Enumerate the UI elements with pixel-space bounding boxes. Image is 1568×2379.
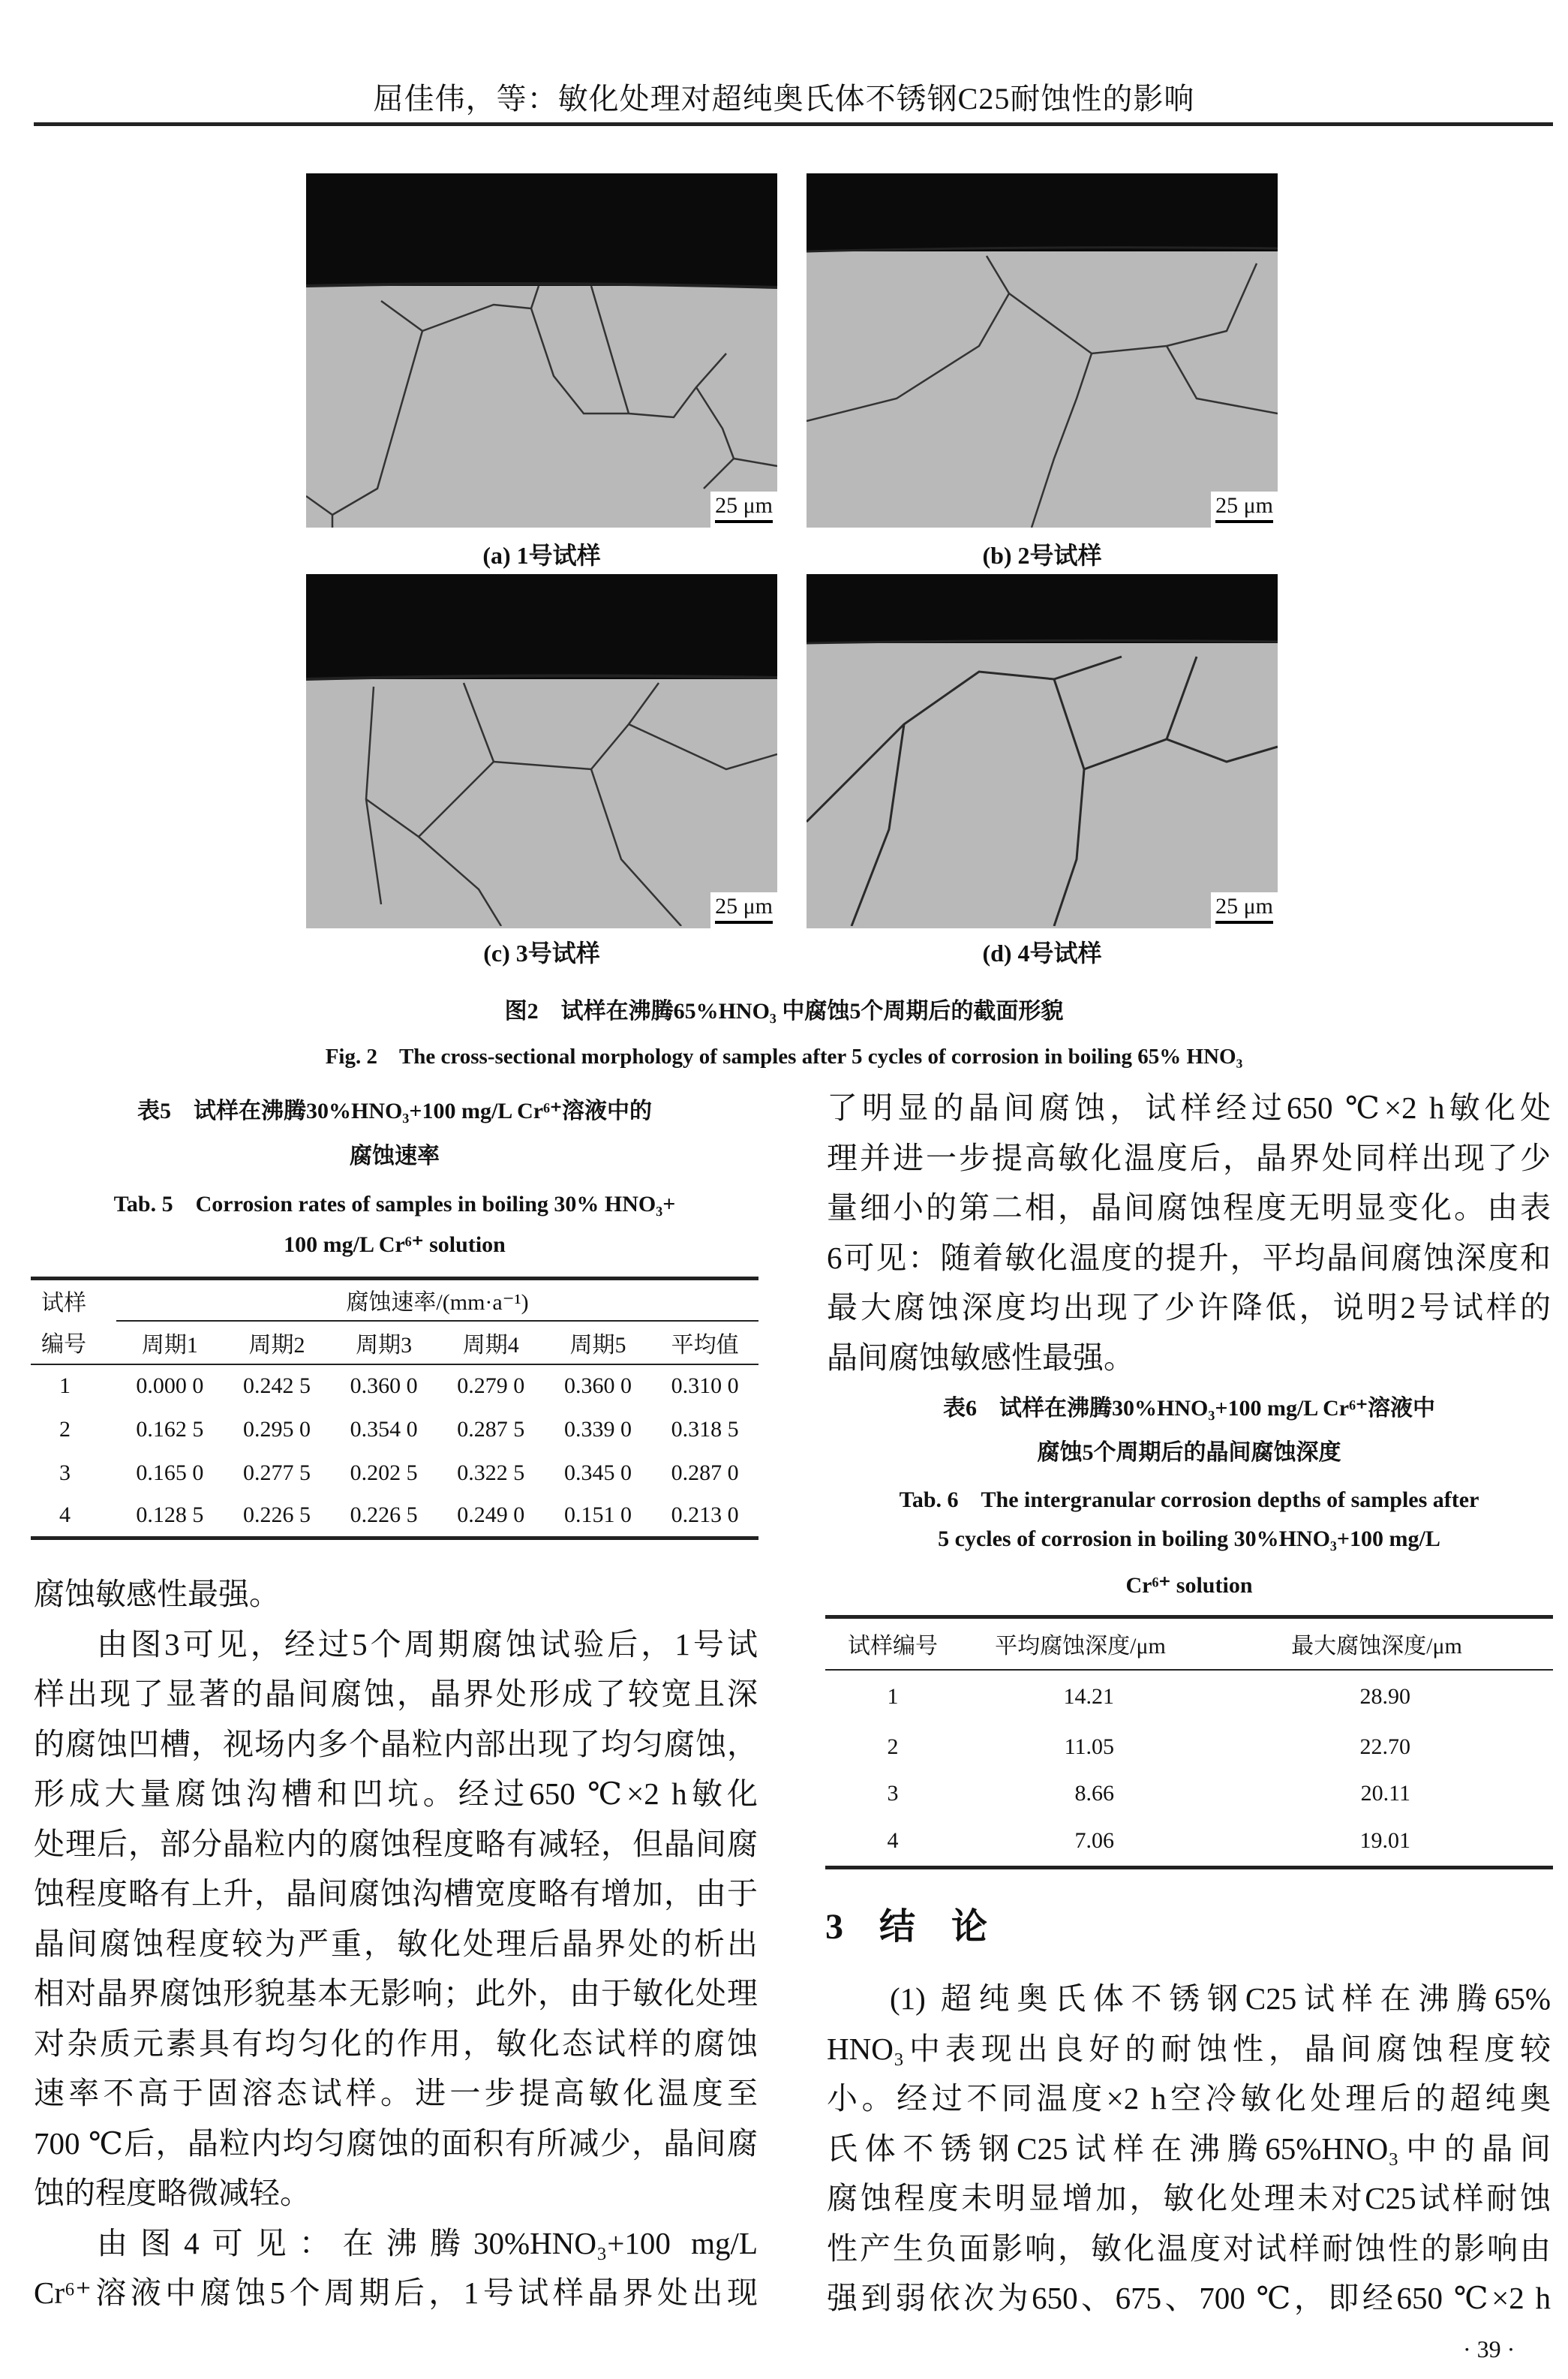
micrograph-d-image: [807, 574, 1278, 926]
table6-title-cn-1: 表6 试样在沸腾30%HNO₃+100 mg/L Cr⁶⁺溶液中: [943, 1396, 1435, 1421]
text-line: 700 ℃后，晶粒内均匀腐蚀的面积有所减少，晶间腐: [34, 2125, 758, 2161]
table-row: [825, 1817, 1553, 1868]
header-rule: [34, 122, 1553, 126]
scale-bar-c: [710, 892, 777, 928]
table6-header-row: [825, 1617, 1553, 1670]
micrograph-c-image: [306, 574, 777, 926]
table5-col-header: 周期3: [356, 1332, 413, 1358]
scale-bar-label: 25 μm: [1215, 894, 1273, 919]
table-cell: [960, 1770, 1200, 1817]
text-line: 蚀的程度略微减轻。: [34, 2176, 311, 2210]
table5-title-en-2: 100 mg/L Cr⁶⁺ solution: [284, 1232, 506, 1257]
table5-header-sample-2: 编号: [41, 1332, 86, 1357]
table5-title-cn-2: 腐蚀速率: [350, 1144, 440, 1168]
table5: [31, 1277, 758, 1540]
text-line: 样出现了显著的晶间腐蚀，晶界处形成了较宽且深: [34, 1677, 758, 1711]
sample-id-cell: 1: [59, 1373, 71, 1398]
table6-body: [825, 1670, 1553, 1868]
running-header: 屈佳伟，等：敏化处理对超纯奥氏体不锈钢C25耐蚀性的影响: [373, 82, 1195, 116]
text-line: 的腐蚀凹槽，视场内多个晶粒内部出现了均匀腐蚀，: [34, 1726, 758, 1761]
table6-title-cn-2: 腐蚀5个周期后的晶间腐蚀深度: [1037, 1440, 1341, 1465]
scale-bar-label: 25 μm: [715, 493, 773, 518]
table-cell: [1200, 1724, 1553, 1770]
scale-bar-a: [710, 492, 777, 528]
table-cell: [825, 1724, 960, 1770]
micrograph-c: [306, 574, 777, 928]
rate-cell: 0.287 0: [671, 1460, 739, 1485]
table-row: [31, 1451, 758, 1495]
rate-cell: 0.295 0: [242, 1416, 311, 1442]
text-line: 理并进一步提高敏化温度后，晶界处同样出现了少: [827, 1140, 1551, 1175]
rate-cell: 0.242 5: [242, 1373, 311, 1398]
text-line: 形成大量腐蚀沟槽和凹坑。经过650 ℃×2 h敏化: [34, 1776, 758, 1811]
table-cell: [960, 1670, 1200, 1724]
figure-caption-cn: 图2 试样在沸腾65%HNO₃ 中腐蚀5个周期后的截面形貌: [504, 999, 1064, 1024]
max-depth-value: 20.11: [1360, 1780, 1410, 1806]
text-line: 速率不高于固溶态试样。进一步提高敏化温度至: [34, 2076, 758, 2110]
table5-header-group: 腐蚀速率/(mm·a⁻¹): [116, 1279, 758, 1321]
text-line: 由图3可见，经过5个周期腐蚀试验后，1号试: [97, 1626, 758, 1662]
table6-col-header: 最大腐蚀深度/μm: [1291, 1634, 1462, 1659]
table-row: [31, 1495, 758, 1538]
avg-depth-value: 11.05: [1064, 1734, 1114, 1759]
table-cell: [825, 1770, 960, 1817]
rate-cell: 0.165 0: [136, 1460, 204, 1485]
table-cell: [1200, 1770, 1553, 1817]
text-line: 相对晶界腐蚀形貌基本无影响；此外，由于敏化处理: [34, 1976, 758, 2011]
sample-id-cell: 2: [59, 1416, 71, 1442]
right-column-text: [827, 1084, 1551, 1383]
micrograph-b-image: [807, 173, 1278, 528]
sample-id-cell: 1: [887, 1684, 899, 1709]
table6: [825, 1615, 1553, 1869]
micrograph-b: [807, 173, 1278, 528]
panel-label-a: (a) 1号试样: [482, 542, 601, 569]
text-line: 由图4可见：在沸腾30%HNO₃+100 mg/L: [97, 2225, 758, 2260]
table-cell: [1200, 1670, 1553, 1724]
text-line: 氏体不锈钢C25试样在沸腾65%HNO₃中的晶间: [827, 2131, 1551, 2166]
sample-id-cell: 3: [59, 1460, 71, 1485]
rate-cell: 0.000 0: [136, 1373, 204, 1398]
rate-cell: 0.318 5: [671, 1416, 739, 1442]
text-line: 小。经过不同温度×2 h空冷敏化处理后的超纯奥: [827, 2081, 1551, 2116]
panel-label-c: (c) 3号试样: [483, 940, 600, 967]
text-line: 处理后，部分晶粒内的腐蚀程度略有减轻，但晶间腐: [34, 1826, 758, 1861]
table-cell: [825, 1670, 960, 1724]
section-heading: 3 结 论: [825, 1907, 988, 1947]
table6-col-header: 平均腐蚀深度/μm: [995, 1634, 1166, 1659]
table-row: [31, 1408, 758, 1451]
conclusion-text: [827, 1974, 1551, 2324]
text-line: 强到弱依次为650、675、700 ℃，即经650 ℃×2 h: [827, 2281, 1551, 2315]
text-line: 了明显的晶间腐蚀，试样经过650 ℃×2 h敏化处: [827, 1090, 1551, 1125]
left-column-text: [34, 1569, 758, 2318]
table-row: [31, 1364, 758, 1408]
rate-cell: 0.354 0: [350, 1416, 418, 1442]
page-number: · 39 ·: [1463, 2335, 1515, 2362]
table6-col-header: 试样编号: [848, 1634, 938, 1659]
table-row: [825, 1670, 1553, 1724]
sample-id-cell: 4: [59, 1502, 71, 1528]
table5-title-en-1: Tab. 5 Corrosion rates of samples in boiling 30% HNO₃+: [113, 1192, 676, 1217]
avg-depth-value: 8.66: [1074, 1780, 1114, 1806]
text-line: Cr⁶⁺溶液中腐蚀5个周期后，1号试样晶界处出现: [34, 2275, 758, 2310]
figure-caption-en: Fig. 2 The cross-sectional morphology of samples after 5 cycles of corrosion in boiling 65% HNO₃: [325, 1045, 1243, 1069]
table-cell: [1200, 1817, 1553, 1868]
text-line: 6可见：随着敏化温度的提升，平均晶间腐蚀深度和: [827, 1240, 1551, 1275]
rate-cell: 0.277 5: [242, 1460, 311, 1485]
avg-depth-value: 7.06: [1074, 1828, 1114, 1854]
rate-cell: 0.310 0: [671, 1373, 739, 1398]
rate-cell: 0.339 0: [563, 1416, 632, 1442]
text-line: 晶间腐蚀程度较为严重，敏化处理后晶界处的析出: [34, 1926, 758, 1961]
rate-cell: 0.226 5: [350, 1502, 418, 1528]
rate-cell: 0.226 5: [242, 1502, 311, 1528]
table6-title-en-3: Cr⁶⁺ solution: [1125, 1573, 1253, 1598]
text-line: 对杂质元素具有均匀化的作用，敏化态试样的腐蚀: [34, 2026, 758, 2061]
rate-cell: 0.287 5: [457, 1416, 525, 1442]
rate-cell: 0.213 0: [671, 1502, 739, 1528]
table-row: [825, 1770, 1553, 1817]
table5-col-header: 周期4: [462, 1332, 519, 1358]
table5-col-header: 平均值: [671, 1332, 739, 1358]
text-line: 腐蚀程度未明显增加，敏化处理未对C25试样耐蚀: [827, 2181, 1551, 2215]
micrograph-a-image: [306, 173, 777, 528]
rate-cell: 0.128 5: [136, 1502, 204, 1528]
text-line: HNO₃中表现出良好的耐蚀性，晶间腐蚀程度较: [827, 2031, 1551, 2066]
rate-cell: 0.249 0: [457, 1502, 525, 1528]
rate-cell: 0.360 0: [350, 1373, 418, 1398]
scale-bar-d: [1211, 892, 1278, 928]
table-row: [825, 1724, 1553, 1770]
sample-id-cell: 4: [887, 1828, 899, 1854]
text-line: 腐蚀敏感性最强。: [34, 1577, 280, 1611]
table-cell: [960, 1724, 1200, 1770]
table5-col-header: 周期2: [248, 1332, 305, 1358]
sample-id-cell: 3: [887, 1780, 899, 1806]
max-depth-value: 19.01: [1359, 1828, 1410, 1854]
table6-title-en-2: 5 cycles of corrosion in boiling 30%HNO₃+100 mg/L: [938, 1526, 1440, 1551]
text-line: 性产生负面影响，敏化温度对试样耐蚀性的影响由: [827, 2230, 1551, 2266]
text-line: 蚀程度略有上升，晶间腐蚀沟槽宽度略有增加，由于: [34, 1876, 758, 1911]
text-line: 晶间腐蚀敏感性最强。: [827, 1340, 1134, 1375]
text-line: 最大腐蚀深度均出现了少许降低，说明2号试样的: [827, 1290, 1551, 1325]
table5-col-header: 周期5: [569, 1332, 626, 1358]
rate-cell: 0.279 0: [457, 1373, 525, 1398]
table6-title-en-1: Tab. 6 The intergranular corrosion depths of samples after: [899, 1487, 1479, 1512]
micrograph-a: [306, 173, 777, 528]
max-depth-value: 28.90: [1359, 1684, 1410, 1709]
panel-label-b: (b) 2号试样: [982, 542, 1102, 569]
rate-cell: 0.360 0: [563, 1373, 632, 1398]
table5-header-row: [31, 1321, 758, 1364]
rate-cell: 0.151 0: [563, 1502, 632, 1528]
micrograph-d: [807, 574, 1278, 928]
rate-cell: 0.162 5: [136, 1416, 204, 1442]
sample-id-cell: 2: [887, 1734, 899, 1759]
table5-col-header: 周期1: [141, 1332, 198, 1358]
table5-title-cn-1: 表5 试样在沸腾30%HNO₃+100 mg/L Cr⁶⁺溶液中的: [137, 1099, 652, 1123]
rate-cell: 0.202 5: [350, 1460, 418, 1485]
scale-bar-label: 25 μm: [1215, 493, 1273, 518]
table5-body: [31, 1364, 758, 1538]
table5-header-sample-1: 试样: [41, 1290, 86, 1316]
panel-label-d: (d) 4号试样: [982, 940, 1102, 967]
table-cell: [960, 1817, 1200, 1868]
text-line: (1) 超纯奥氏体不锈钢C25试样在沸腾65%: [890, 1981, 1551, 2016]
scale-bar-b: [1211, 492, 1278, 528]
rate-cell: 0.322 5: [457, 1460, 525, 1485]
scale-bar-label: 25 μm: [715, 894, 773, 919]
text-line: 量细小的第二相，晶间腐蚀程度无明显变化。由表: [827, 1190, 1551, 1225]
rate-cell: 0.345 0: [563, 1460, 632, 1485]
table-cell: [825, 1817, 960, 1868]
max-depth-value: 22.70: [1359, 1734, 1410, 1759]
avg-depth-value: 14.21: [1063, 1684, 1114, 1709]
